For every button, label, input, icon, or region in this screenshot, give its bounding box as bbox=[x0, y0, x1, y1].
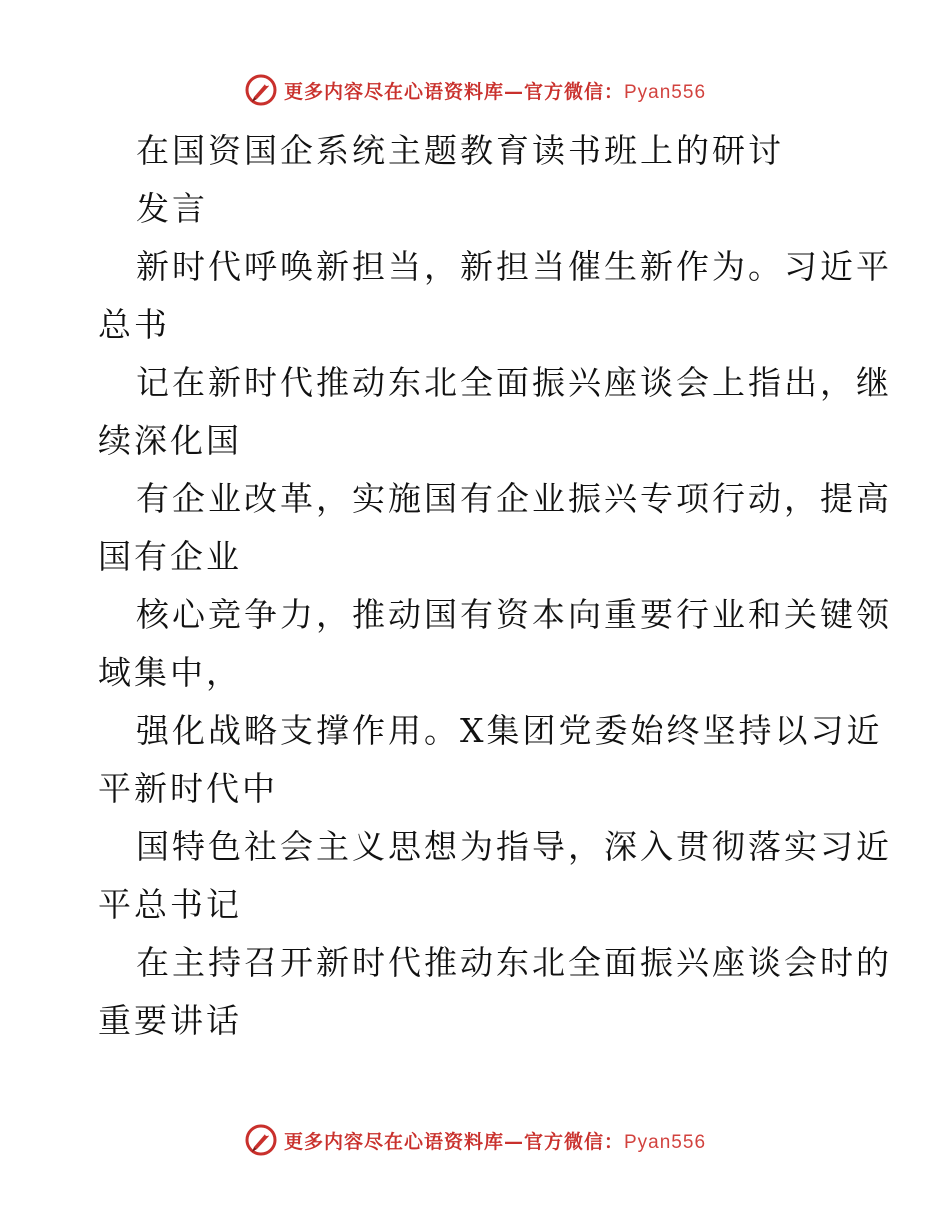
document-line: 在主持召开新时代推动东北全面振兴座谈会时的 bbox=[136, 943, 892, 982]
header-banner bbox=[0, 70, 950, 110]
footer-banner bbox=[0, 1120, 950, 1160]
quill-pen-logo-icon bbox=[244, 73, 278, 107]
footer-wechat-id: Pyan556 bbox=[624, 1131, 707, 1153]
document-line: 强化战略支撑作用。X集团党委始终坚持以习近 bbox=[136, 711, 883, 750]
document-line: 续深化国 bbox=[98, 421, 242, 460]
document-line: 重要讲话 bbox=[98, 1001, 242, 1040]
document-line: 发言 bbox=[136, 189, 208, 228]
document-line: 新时代呼唤新担当，新担当催生新作为。习近平 bbox=[136, 247, 892, 286]
document-line: 有企业改革，实施国有企业振兴专项行动，提高 bbox=[136, 479, 892, 518]
document-line: 在国资国企系统主题教育读书班上的研讨 bbox=[136, 131, 784, 170]
document-line: 域集中， bbox=[98, 653, 242, 692]
document-line: 平新时代中 bbox=[98, 769, 278, 808]
document-line: 总书 bbox=[98, 305, 170, 344]
footer-banner-text: 更多内容尽在心语资料库—官方微信：Pyan556 bbox=[283, 1130, 707, 1153]
header-wechat-id: Pyan556 bbox=[624, 81, 707, 103]
document-line: 记在新时代推动东北全面振兴座谈会上指出，继 bbox=[136, 363, 892, 402]
document-line: 平总书记 bbox=[98, 885, 242, 924]
document-body bbox=[98, 122, 892, 1050]
quill-pen-logo-icon bbox=[244, 1123, 278, 1157]
document-line: 核心竞争力，推动国有资本向重要行业和关键领 bbox=[136, 595, 892, 634]
document-line: 国特色社会主义思想为指导，深入贯彻落实习近 bbox=[136, 827, 892, 866]
document-line: 国有企业 bbox=[98, 537, 242, 576]
header-banner-text: 更多内容尽在心语资料库—官方微信：Pyan556 bbox=[283, 80, 707, 103]
